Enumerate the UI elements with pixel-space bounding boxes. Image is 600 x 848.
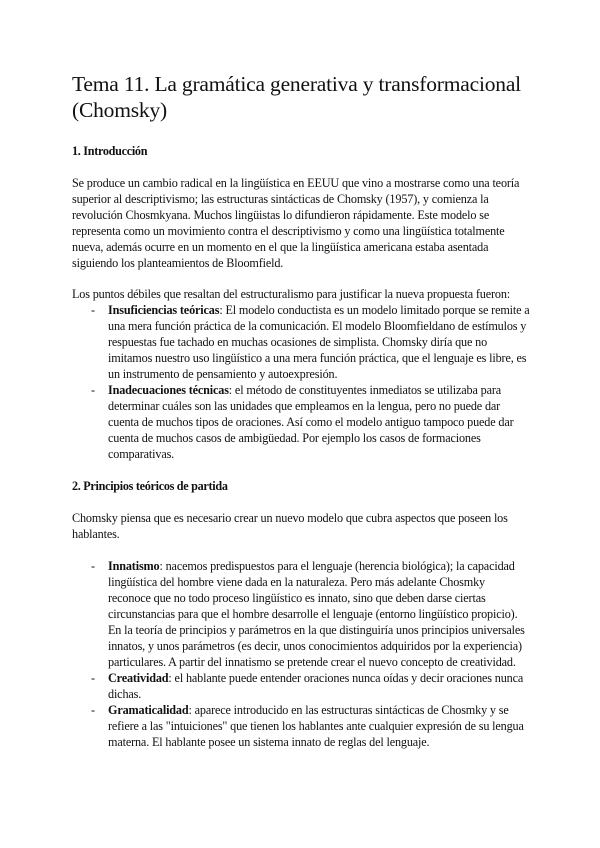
- section-heading-introduccion: 1. Introducción: [72, 144, 148, 158]
- list-item: [72, 558, 530, 670]
- list-item-text: : nacemos predispuestos para el lenguaje (herencia biológica); la capacidad lingüística del hombre viene dada en la naturaleza. Pero más adelante Chosmky reconoce que no todo proceso lingüístico es innato, sino que deben darse ciertas circunstancias para que el hombre desarrolle el lenguaje (entorno lingüístico propicio). En la teoría de principios y parámetros en la que distinguiría unos principios universales innatos, y unos parámetros (es decir, unos conocimientos adquiridos por la experiencia) particulares. A partir del innatismo se pretende crear el nuevo concepto de creatividad.: [108, 559, 525, 669]
- list-item-term: Insuficiencias teóricas: [108, 303, 220, 317]
- document-title: Tema 11. La gramática generativa y transformacional (Chomsky): [72, 72, 521, 122]
- list-item-term: Gramaticalidad: [108, 703, 189, 717]
- bullet-dash: -: [91, 303, 95, 317]
- bullet-dash: -: [91, 383, 95, 397]
- list-item-text: : el hablante puede entender oraciones nunca oídas y decir oraciones nunca dichas.: [108, 671, 524, 701]
- list-item: [72, 702, 530, 750]
- bullet-dash: -: [91, 559, 95, 573]
- list-item-text: : El modelo conductista es un modelo limitado porque se remite a una mera función práctica de la comunicación. El modelo Bloomfieldano de estímulos y respuestas fue tachado en muchas ocasiones de simplista. Chomsky diría que no imitamos nuestro uso lingüístico a una mera función práctica, que el lenguaje es libre, es un instrumento de pensamiento y autoexpresión.: [108, 303, 530, 381]
- intro-paragraph: Se produce un cambio radical en la lingüística en EEUU que vino a mostrarse como una teoría superior al descriptivismo; las estructuras sintácticas de Chomsky (1957), y comienza la revolución Chosmkyana. Muchos lingüistas lo difundieron rápidamente. Este modelo se representa como un movimiento contra el descriptivismo y como una lingüística totalmente nueva, además ocurre en un momento en el que la lingüística americana estaba asentada siguiendo los planteamientos de Bloomfield.: [72, 176, 520, 270]
- principles-paragraph: Chomsky piensa que es necesario crear un nuevo modelo que cubra aspectos que poseen los hablantes.: [72, 511, 508, 541]
- weak-points-list: [72, 302, 530, 462]
- list-item-term: Inadecuaciones técnicas: [108, 383, 229, 397]
- weak-points-paragraph: Los puntos débiles que resaltan del estructuralismo para justificar la nueva propuesta fueron:: [72, 287, 511, 301]
- list-item-text: : el método de constituyentes inmediatos se utilizaba para determinar cuáles son las unidades que empleamos en la lengua, pero no puede dar cuenta de muchos tipos de oraciones. Así como el modelo antiguo tampoco puede dar cuenta de muchos casos de ambigüedad. Por ejemplo los casos de formaciones comparativas.: [108, 383, 514, 461]
- section-heading-principios: 2. Principios teóricos de partida: [72, 479, 228, 493]
- bullet-dash: -: [91, 703, 95, 717]
- list-item: [72, 382, 530, 462]
- list-item-text: : aparece introducido en las estructuras sintácticas de Chosmky y se refiere a las "intuiciones" que tienen los hablantes ante cualquier expresión de su lengua materna. El hablante posee un sistema innato de reglas del lenguaje.: [108, 703, 524, 749]
- list-item-term: Innatismo: [108, 559, 160, 573]
- bullet-dash: -: [91, 671, 95, 685]
- list-item: [72, 670, 530, 702]
- list-item: [72, 302, 530, 382]
- principles-list: [72, 558, 530, 750]
- list-item-term: Creatividad: [108, 671, 169, 685]
